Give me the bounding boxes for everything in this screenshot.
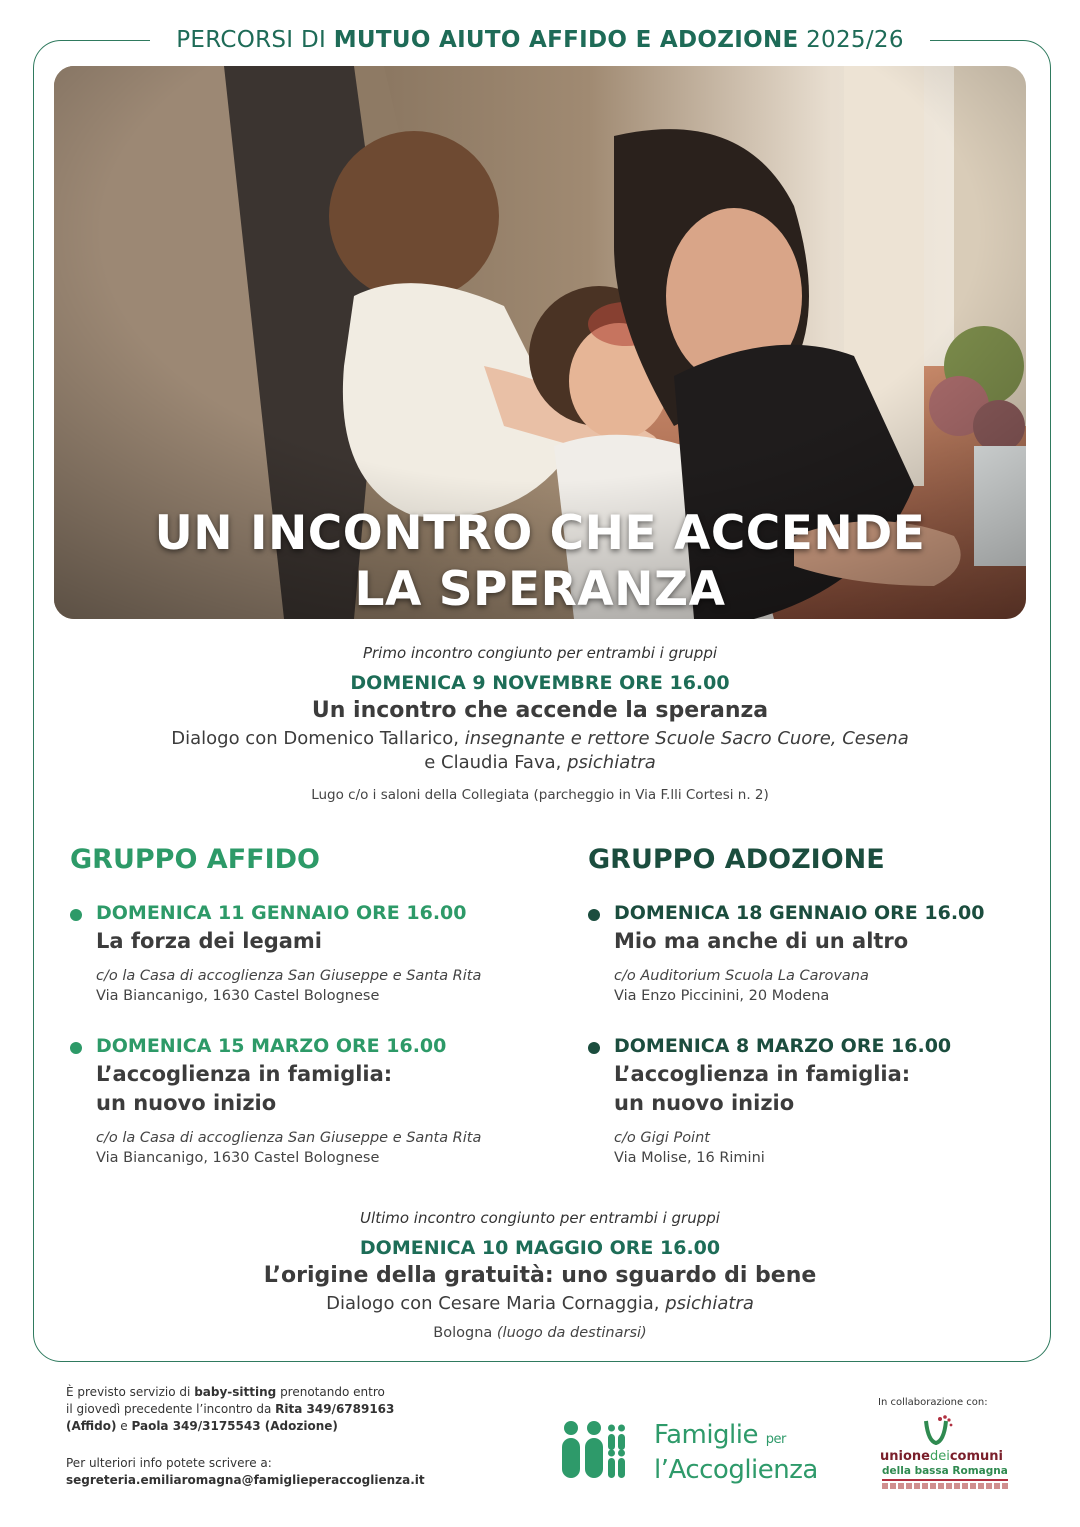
first-meeting-dialog-prefix: Dialogo con Domenico Tallarico, bbox=[171, 728, 465, 749]
info-line: Per ulteriori info potete scrivere a: bbox=[66, 1456, 272, 1470]
first-meeting-title: Un incontro che accende la speranza bbox=[311, 698, 769, 723]
adozione-event-1-title: Mio ma anche di un altro bbox=[614, 929, 909, 953]
gruppo-adozione-column bbox=[588, 844, 1048, 1196]
last-meeting-place bbox=[0, 1325, 1080, 1341]
poster-header bbox=[0, 27, 1080, 53]
unione-comuni-logo bbox=[878, 1413, 1013, 1493]
ubr-title bbox=[880, 1449, 1003, 1464]
adozione-event-1-location: c/o Auditorium Scuola La Carovana bbox=[614, 968, 869, 984]
last-meeting-place-note: (luogo da destinarsi) bbox=[496, 1325, 647, 1341]
last-meeting-title: L’origine della gratuità: uno sguardo di bene bbox=[263, 1263, 817, 1288]
rita-contact[interactable]: Rita 349/6789163 bbox=[275, 1402, 395, 1416]
fpa-line1 bbox=[654, 1420, 818, 1455]
affido-event-1-location: c/o la Casa di accoglienza San Giuseppe e Santa Rita bbox=[96, 968, 482, 984]
affido-event-1-address: Via Biancanigo, 1630 Castel Bolognese bbox=[96, 988, 380, 1004]
first-meeting-dialog-line1 bbox=[0, 727, 1080, 751]
header-bold: MUTUO AIUTO AFFIDO E ADOZIONE bbox=[333, 27, 799, 53]
affido-event-2-date: DOMENICA 15 MARZO ORE 16.00 bbox=[96, 1035, 447, 1057]
babysit-bold: baby-sitting bbox=[194, 1385, 277, 1399]
first-meeting-dialog bbox=[0, 727, 1080, 775]
ubr-comuni: comuni bbox=[949, 1449, 1003, 1464]
affido-event-1 bbox=[70, 901, 530, 1004]
famiglie-per-accoglienza-logo bbox=[560, 1418, 830, 1498]
ubr-unione: unione bbox=[880, 1449, 930, 1464]
and-text: e bbox=[116, 1419, 132, 1433]
last-meeting-place-prefix: Bologna bbox=[433, 1325, 497, 1341]
ubr-subtitle: della bassa Romagna bbox=[882, 1465, 1008, 1477]
affido-event-1-title: La forza dei legami bbox=[96, 929, 322, 953]
hero-photo bbox=[54, 66, 1026, 619]
affido-event-2-address: Via Biancanigo, 1630 Castel Bolognese bbox=[96, 1150, 380, 1166]
email-link[interactable]: segreteria.emiliaromagna@famiglieperaccoglienza.it bbox=[66, 1473, 425, 1487]
bullet-dot-icon bbox=[70, 1042, 82, 1054]
last-meeting-date: DOMENICA 10 MAGGIO ORE 16.00 bbox=[359, 1237, 721, 1259]
babysit-line1 bbox=[66, 1384, 466, 1401]
adozione-event-2 bbox=[588, 1034, 1048, 1166]
first-meeting-date: DOMENICA 9 NOVEMBRE ORE 16.00 bbox=[350, 672, 730, 694]
last-meeting-dialog bbox=[0, 1292, 1080, 1316]
hero-title-line1: UN INCONTRO CHE ACCENDE bbox=[154, 506, 926, 561]
hero-title-line2: LA SPERANZA bbox=[354, 562, 726, 617]
babysit-text3: il giovedì precedente l’incontro da bbox=[66, 1402, 276, 1416]
bullet-dot-icon bbox=[588, 1042, 600, 1054]
gruppo-adozione-title: GRUPPO ADOZIONE bbox=[588, 844, 885, 875]
ubr-divider bbox=[882, 1479, 1008, 1481]
babysit-line2 bbox=[66, 1401, 466, 1418]
last-meeting-dialog-role: psichiatra bbox=[665, 1293, 754, 1314]
header-suffix: 2025/26 bbox=[798, 27, 904, 53]
last-meeting-intro: Ultimo incontro congiunto per entrambi i gruppi bbox=[360, 1209, 720, 1227]
bullet-dot-icon bbox=[588, 909, 600, 921]
last-meeting-dialog-prefix: Dialogo con Cesare Maria Cornaggia, bbox=[326, 1293, 666, 1314]
adozione-event-2-date: DOMENICA 8 MARZO ORE 16.00 bbox=[614, 1035, 952, 1057]
first-meeting-intro: Primo incontro congiunto per entrambi i gruppi bbox=[362, 644, 718, 662]
footer-info bbox=[66, 1384, 466, 1489]
affido-event-2-location: c/o la Casa di accoglienza San Giuseppe e Santa Rita bbox=[96, 1130, 482, 1146]
affido-label: (Affido) bbox=[66, 1419, 117, 1433]
babysit-text2: prenotando entro bbox=[276, 1385, 385, 1399]
adozione-event-2-title: L’accoglienza in famiglia: un nuovo inizio bbox=[614, 1062, 911, 1115]
affido-event-2 bbox=[70, 1034, 530, 1166]
bullet-dot-icon bbox=[70, 909, 82, 921]
header-prefix: PERCORSI DI bbox=[176, 27, 334, 53]
first-meeting-dialog-line2 bbox=[0, 751, 1080, 775]
affido-event-2-title: L’accoglienza in famiglia: un nuovo inizio bbox=[96, 1062, 393, 1115]
affido-event-1-date: DOMENICA 11 GENNAIO ORE 16.00 bbox=[96, 902, 467, 924]
ubr-dei: dei bbox=[929, 1449, 950, 1464]
ubr-municipalities-strip bbox=[882, 1483, 1008, 1489]
first-meeting-dialog-role2: psichiatra bbox=[567, 752, 656, 773]
fpa-wordmark bbox=[654, 1420, 818, 1485]
adozione-event-1-date: DOMENICA 18 GENNAIO ORE 16.00 bbox=[614, 902, 985, 924]
gruppo-affido-column bbox=[70, 844, 530, 1196]
first-meeting-dialog-line2-prefix: e Claudia Fava, bbox=[424, 752, 568, 773]
adozione-event-2-location: c/o Gigi Point bbox=[614, 1130, 710, 1146]
fpa-line2: l’Accoglienza bbox=[654, 1455, 818, 1485]
babysit-text1: È previsto servizio di bbox=[66, 1385, 195, 1399]
fpa-famiglie: Famiglie bbox=[654, 1420, 758, 1450]
adozione-event-1 bbox=[588, 901, 1048, 1004]
babysit-line3 bbox=[66, 1418, 466, 1435]
families-icon bbox=[560, 1420, 630, 1482]
hero-title bbox=[54, 506, 1026, 618]
first-meeting-dialog-role1: insegnante e rettore Scuole Sacro Cuore, Cesena bbox=[464, 728, 909, 749]
adozione-event-1-address: Via Enzo Piccinini, 20 Modena bbox=[614, 988, 830, 1004]
gruppo-affido-title: GRUPPO AFFIDO bbox=[70, 844, 321, 875]
collaboration-label: In collaborazione con: bbox=[878, 1397, 988, 1408]
adozione-event-2-address: Via Molise, 16 Rimini bbox=[614, 1150, 765, 1166]
fpa-per: per bbox=[765, 1432, 786, 1447]
paola-contact[interactable]: Paola 349/3175543 (Adozione) bbox=[131, 1419, 338, 1433]
unione-emblem-icon bbox=[916, 1413, 956, 1449]
first-meeting-place: Lugo c/o i saloni della Collegiata (parcheggio in Via F.lli Cortesi n. 2) bbox=[311, 787, 769, 803]
